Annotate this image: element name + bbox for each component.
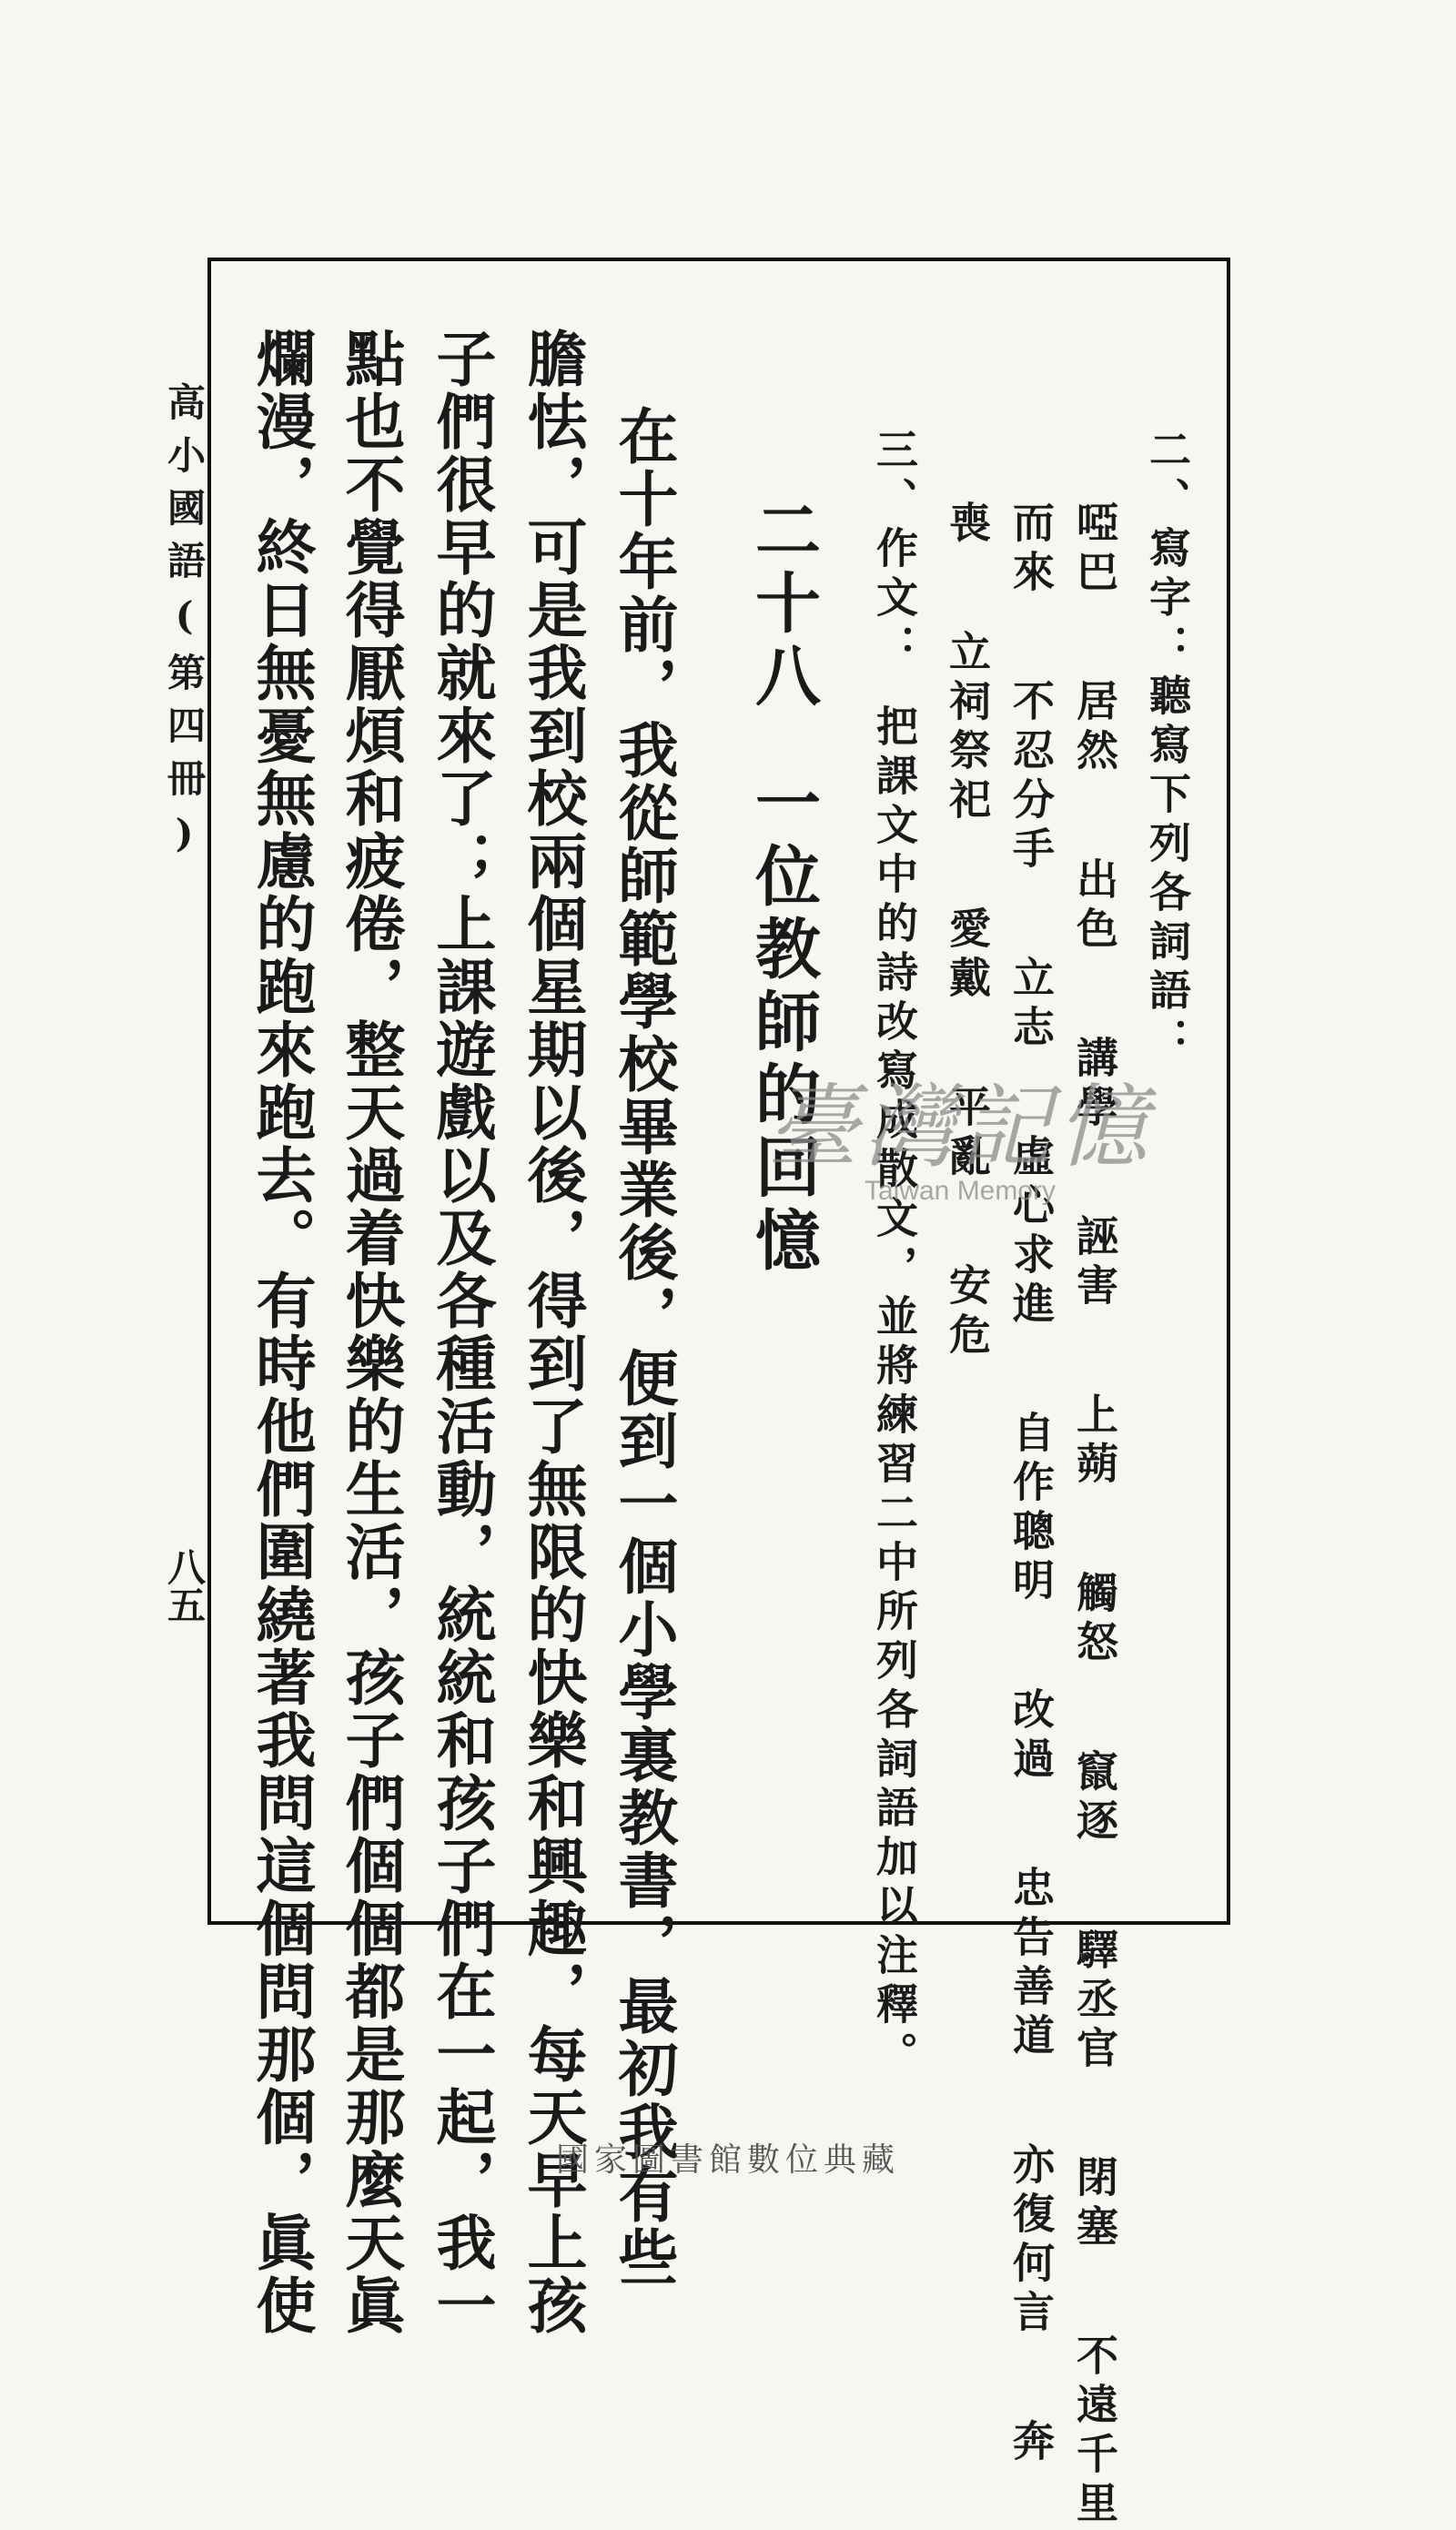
exercise-2-heading: [1138, 428, 1198, 1067]
lesson-number: 二十八: [744, 496, 822, 714]
body-line-4: 點也不覺得厭煩和疲倦，整天過着快樂的生活，孩子們個個都是那麼天眞: [335, 328, 406, 2337]
lesson-title: 一位教師的回憶: [744, 769, 822, 1279]
volume-label: (第四冊): [162, 593, 207, 870]
exercise-2-label: 二、寫字：: [1143, 428, 1192, 673]
footer-credit: 國家圖書館數位典藏: [555, 2141, 900, 2179]
watermark-chinese: 臺灣記憶: [767, 1074, 1153, 1180]
exercise-3-text: 把課文中的詩改寫成散文，並將練習二中所列各詞語加以注釋。: [870, 704, 919, 2080]
exercise-2-line-2: 而來 不忍分手 立志 虛心求進 自作聰明 改過 忠告善道 亦復何言 奔: [1006, 501, 1056, 2468]
body-line-2: 膽怯，可是我到校兩個星期以後，得到了無限的快樂和興趣，每天早上孩: [517, 328, 588, 2337]
watermark: [746, 1074, 1174, 1229]
page-number: 八五: [162, 1547, 207, 1624]
book-title: 高小國語: [162, 382, 207, 593]
exercise-3-label: 三、作文：: [870, 428, 919, 673]
exercise-2-instruction: 聽寫下列各詞語：: [1143, 673, 1192, 1067]
exercise-2-line-3: 喪 立祠祭祀 愛戴 平亂 安危: [943, 501, 992, 1361]
running-title: [157, 382, 211, 870]
body-line-1: 在十年前，我從師範學校畢業後，便到一個小學裏教書，最初我有些: [608, 405, 679, 2289]
exercise-2-line-1: 啞巴 居然 出色 講學 誣害 上蒴 觸怒 竄逐 驛丞官 閉塞 不遠千里: [1070, 501, 1119, 2530]
body-line-3: 子們很早的就來了；上課遊戲以及各種活動，統統和孩子們在一起，我一: [426, 328, 497, 2337]
exercise-3: [864, 428, 925, 2080]
body-line-5: 爛漫，終日無憂無慮的跑來跑去。有時他們圍繞著我問這個問那個，眞使: [246, 328, 317, 2337]
watermark-english: Taiwan Memory: [864, 1176, 1057, 1206]
